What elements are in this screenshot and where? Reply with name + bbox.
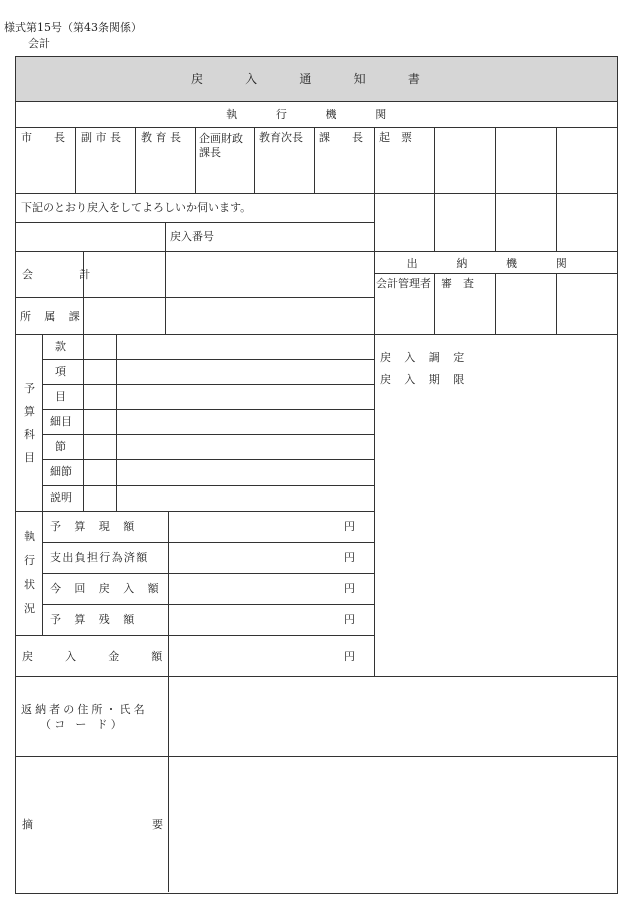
summary-label-right: 要 xyxy=(152,818,163,831)
unit-yen-5: 円 xyxy=(344,650,355,663)
budget-row-kan: 款 xyxy=(55,340,66,353)
exec-heading-1: 執 xyxy=(24,530,35,543)
exec-commitments: 支出負担行為済額 xyxy=(50,551,149,564)
summary-label-left: 摘 xyxy=(22,818,33,831)
return-adjustment-label: 戻 入 調 定 xyxy=(380,351,470,364)
role-mayor: 市 長 xyxy=(21,131,65,144)
role-vice-mayor: 副 市 長 xyxy=(81,131,121,144)
exec-heading-4: 況 xyxy=(24,602,35,615)
role-section-chief: 課 長 xyxy=(319,131,363,144)
exec-budget-current: 予 算 現 額 xyxy=(50,520,140,533)
budget-row-saisetsu: 細節 xyxy=(50,465,72,478)
accounting-label: 会 計 xyxy=(22,268,108,281)
role-superintendent: 教 育 長 xyxy=(141,131,181,144)
unit-yen-1: 円 xyxy=(344,520,355,533)
budget-row-setsumei: 説明 xyxy=(50,491,72,504)
form-sub-label: 会計 xyxy=(28,37,50,50)
department-label: 所 属 課 xyxy=(20,310,85,323)
budget-heading-2: 算 xyxy=(24,405,35,418)
unit-yen-4: 円 xyxy=(344,613,355,626)
budget-row-saimoku: 細目 xyxy=(50,415,72,428)
role-accounting-manager: 会計管理者 xyxy=(376,277,431,290)
budget-heading-4: 目 xyxy=(24,451,35,464)
returner-code-label: （コ ー ド） xyxy=(40,718,126,731)
form-frame xyxy=(15,56,618,894)
exec-heading-2: 行 xyxy=(24,554,35,567)
return-deadline-label: 戻 入 期 限 xyxy=(380,373,470,386)
returner-address-name-label: 返納者の住所・氏名 xyxy=(21,703,148,716)
unit-yen-3: 円 xyxy=(344,582,355,595)
request-text: 下記のとおり戻入をしてよろしいか伺います。 xyxy=(21,201,252,214)
exec-heading-3: 状 xyxy=(24,578,35,591)
role-drafter: 起 票 xyxy=(379,131,412,144)
form-number: 様式第15号（第43条関係） xyxy=(4,21,142,34)
exec-budget-remaining: 予 算 残 額 xyxy=(50,613,140,626)
treasury-heading: 出 納 機 関 xyxy=(406,257,585,270)
budget-row-kou: 項 xyxy=(55,365,66,378)
page-title: 戻 入 通 知 書 xyxy=(190,72,440,86)
budget-heading-3: 科 xyxy=(24,428,35,441)
budget-row-setsu: 節 xyxy=(55,440,66,453)
unit-yen-2: 円 xyxy=(344,551,355,564)
role-examiner: 審 査 xyxy=(441,277,474,290)
return-number-label: 戻入番号 xyxy=(170,230,214,243)
budget-row-moku: 目 xyxy=(55,390,66,403)
executive-org-heading: 執 行 機 関 xyxy=(226,108,404,121)
budget-heading-1: 予 xyxy=(24,382,35,395)
role-planning-finance-chief: 企画財政課長 xyxy=(199,132,243,159)
return-amount-label: 戻 入 金 額 xyxy=(22,650,177,663)
exec-this-return: 今 回 戻 入 額 xyxy=(50,582,164,595)
role-deputy-superintendent: 教育次長 xyxy=(259,131,303,144)
